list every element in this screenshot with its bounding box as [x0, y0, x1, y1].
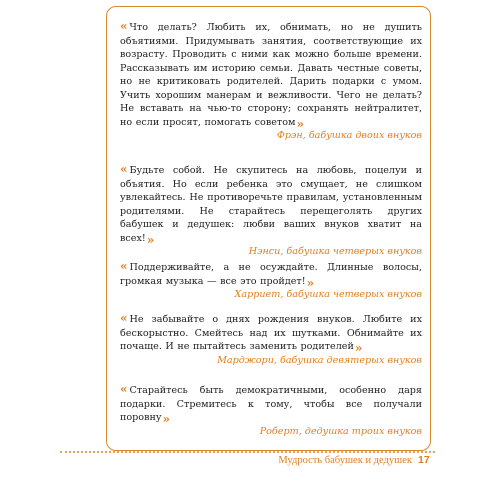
footer-dotted-rule — [60, 451, 435, 453]
quote-text: Старайтесь быть демократичными, особенно даря подарки. Стремитесь к тому, чтобы все получали поровну — [120, 385, 422, 423]
running-footer-title: Мудрость бабушек и дедушек — [278, 455, 412, 466]
quote-author: Фрэн, бабушка двоих внуков — [276, 130, 422, 141]
close-quote-mark: » — [162, 412, 171, 426]
quote-author: Нэнси, бабушка четверых внуков — [248, 246, 422, 257]
quote-block-2 — [120, 164, 422, 259]
open-quote-mark: « — [120, 259, 128, 273]
close-quote-mark: » — [146, 232, 155, 247]
open-quote-mark: « — [120, 162, 128, 176]
page-number: 17 — [418, 454, 430, 466]
quote-block-5 — [120, 384, 422, 438]
quote-block-4 — [120, 313, 422, 367]
quote-block-3 — [120, 261, 422, 302]
quote-text: Не забывайте о днях рождения внуков. Любите их бескорыстно. Смейтесь над их шутками. Обнимайте их почаще. И не пытайтесь заменить родителей — [120, 314, 422, 352]
quote-block-1 — [120, 21, 422, 143]
quote-text: Что делать? Любить их, обнимать, но не душить объятиями. Придумывать занятия, соответствующие их возрасту. Проводить с ними как можно больше времени. Рассказывать им историю семьи. Давать честные советы, но не критиковать родителей. Дарить подарки с умом. Учить хорошим манерам и вежливости. Чего не делать? Не вставать на чью-то сторону; сохранять нейтралитет, но если просят, помогать советом — [120, 22, 422, 128]
close-quote-mark: » — [354, 341, 363, 355]
quote-author: Роберт, дедушка троих внуков — [259, 425, 422, 437]
close-quote-mark: » — [306, 275, 315, 290]
close-quote-mark: » — [296, 116, 304, 131]
open-quote-mark: « — [120, 311, 128, 325]
quote-author: Марджори, бабушка девятерых внуков — [217, 354, 422, 366]
quote-author: Харриет, бабушка четверых внуков — [234, 289, 422, 300]
open-quote-mark: « — [120, 382, 128, 396]
quote-text: Будьте собой. Не скупитесь на любовь, поцелуи и объятия. Но если ребенка это смущает, не слишком увлекайтесь. Не противоречьте правилам, установленным родителями. Не старайтесь перещеголять других бабушек и дедушек: любви ваших внуков хватит на всех! — [120, 165, 422, 244]
open-quote-mark: « — [120, 19, 128, 33]
quote-text: Поддерживайте, а не осуждайте. Длинные волосы, громкая музыка — все это пройдет! — [120, 262, 422, 287]
